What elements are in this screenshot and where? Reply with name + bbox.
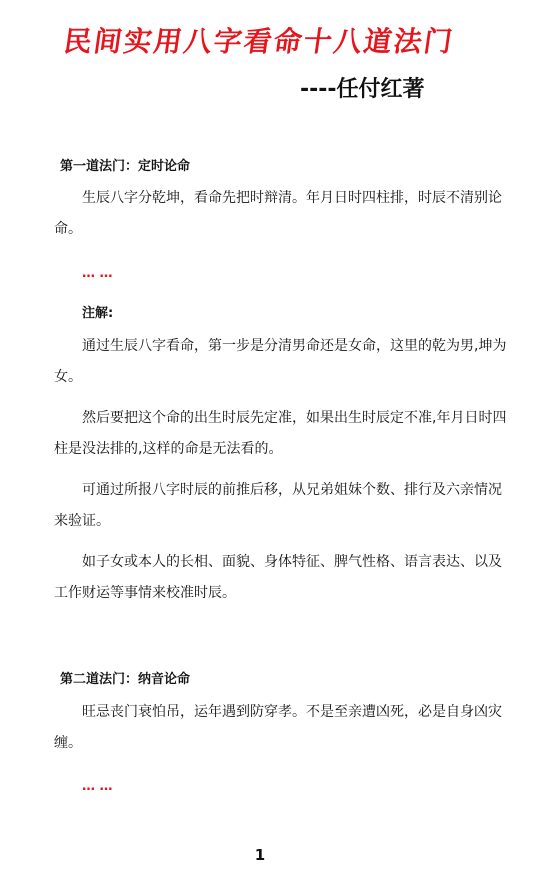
page-number: 1	[254, 846, 266, 864]
section-2-ellipsis: … …	[82, 779, 113, 794]
section-1-ellipsis: … …	[82, 266, 113, 281]
section-2-verse: 旺忌丧门衰怕吊，运年遇到防穿孝。不是至亲遭凶死，必是自身凶灾缠。	[54, 704, 502, 751]
note-paragraph: 然后要把这个命的出生时辰先定准，如果出生时辰定不准,年月日时四柱是没法排的,这样的命是无法看的。	[54, 410, 507, 457]
note-paragraph: 可通过所报八字时辰的前推后移，从兄弟姐妹个数、排行及六亲情况来验证。	[54, 482, 502, 529]
note-paragraph: 通过生辰八字看命，第一步是分清男命还是女命，这里的乾为男,坤为女。	[54, 338, 507, 385]
document-author: ----任付红著	[300, 77, 425, 102]
note-paragraph: 如子女或本人的长相、面貌、身体特征、脾气性格、语言表达、以及工作财运等事情来校准时辰。	[54, 554, 502, 601]
section-1-note-label: 注解:	[82, 306, 114, 321]
document-title: 民间实用八字看命十八道法门	[61, 25, 457, 58]
section-2-heading: 第二道法门：纳音论命	[60, 672, 191, 687]
section-1-heading: 第一道法门：定时论命	[60, 159, 191, 174]
section-1-verse: 生辰八字分乾坤，看命先把时辩清。年月日时四柱排，时辰不清别论命。	[54, 190, 502, 237]
